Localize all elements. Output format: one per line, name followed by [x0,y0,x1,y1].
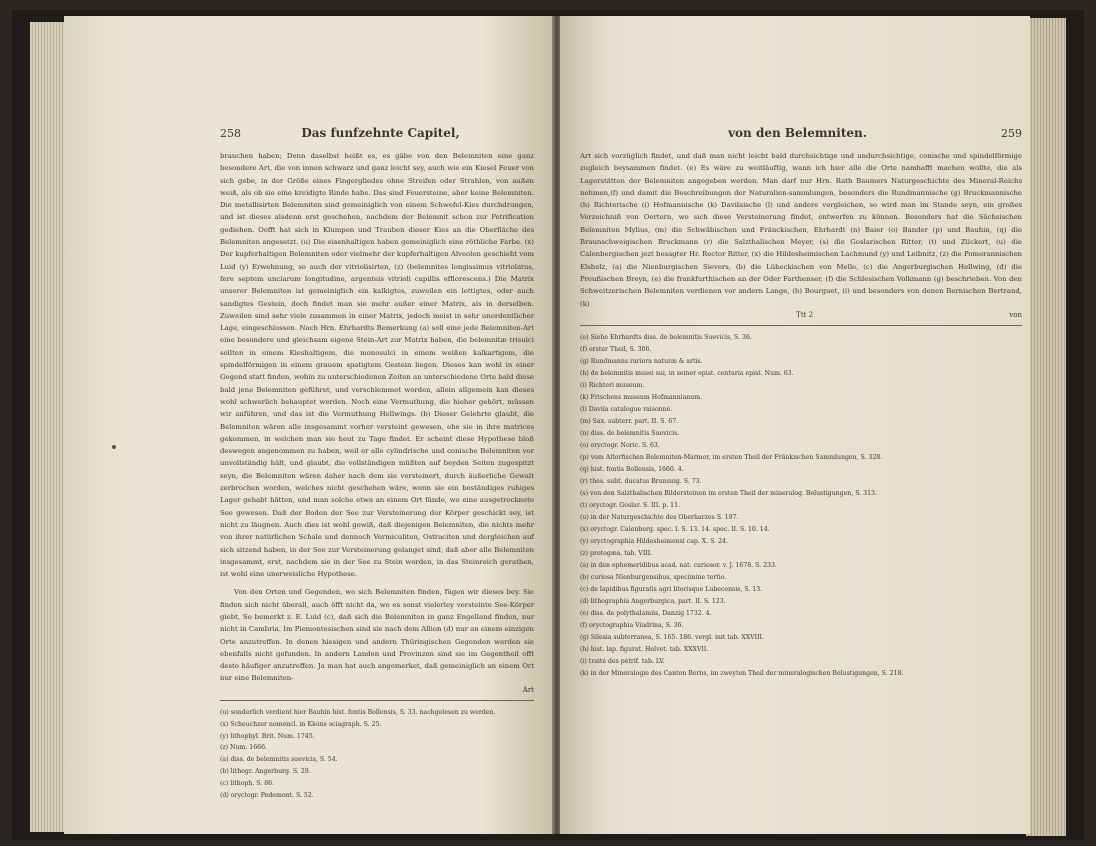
footnote: (b) lithogr. Angerburg. S. 29. [220,768,311,776]
right-page-stack [1026,18,1066,836]
left-footnotes [220,707,534,802]
footnote: (z) protogæa, tab. VIII. [580,549,653,557]
footnote: (b) curiosa Nienburgensibus, specimine tertio. [580,573,727,581]
footnote: (p) vom Altorfischen Belemniten-Marmor, im ersten Theil der Fränkischen Sammlungen, S. 328. [580,453,883,461]
footnote: (l) Davila catalogue raisonné. [580,405,673,413]
right-running-head [580,126,1022,142]
ink-spot [112,445,116,449]
left-footnote-rule [220,700,534,701]
right-page [560,16,1030,834]
footnote: (k) Frischens museum Hofmannianum. [580,393,703,401]
right-footnote-rule [580,325,1022,326]
right-running-title: von den Belemniten. [728,126,867,140]
footnote: (i) traité des pétrif. tab. LV. [580,657,665,665]
footnote: (k) in der Mineralogie des Canton Berns, im zweyten Theil der mineralogischen Belustigungen, S. 218. [580,669,904,677]
right-catchword: von [1009,310,1022,319]
left-paragraph-1: brauchen haben; Denn daselbst heißt es, es gäbe von den Belemniten eine ganz besondere Art, die von innen schwarz und ganz leicht sey, auch wie ein Kiesel Feuer von sich gebe, in der Größe eines Fingergliedes ohne Streifen oder Strahlen, von außen weiß, als ob sie eine kreidigte Rinde habe. Das sind Feuersteine, aber keine Belemniten. Die metallisirten Belemniten sind gemeiniglich von einem Schwefel-Kies durchdrungen, und ist dieses alsdenn erst geschehen, nachdem der Belemnit schon zur Petrification gediehen. Oefft hat sich in Klumpen und Trauben dieser Kies an die Oberfläche des Belemniten angesetzt. (u) Die eisenhaltigen haben gemeiniglich eine röthliche Farbe. (x) Der kupferhaltigen Belemniten oder vielmehr der kupferhaltigen Alveolen geschieht vom Luid (y) Erwehnung, so auch der vitriolisirten, (z) (belemnites longissimus vitriolatus, fere septem unciarum longitudine, argenteis vitrioli capillis efflorescens.) Die Matrix unserer Belemniten ist gemeiniglich ein kalkigtes, zuweilen ein lettigtes, oder auch sandigtes Gestein, doch findet man sie mehr außer einer Matrix, als in derselben. Zuweilen sind sehr viele zusammen in einer Matrix, jedoch meist in sehr unordentlicher Lage, eingeschlossen. Nach Hrn. Ehrhardts Bemerkung (a) soll eine jede Belemniten-Art eine besondere und gleichsam eigene Stein-Art zur Matrix haben, die belemnitæ trisulci sollten in einem Kieshaltigem, die monosulci in einem weißen kalkartigem, die spindelförmigen in einem grauem spatigtem Gestein liegen. Dieses kan wohl in einer Gegend statt finden, wohin zu unterschiedenen Zeiten an unterschiedene Orte bald diese bald jene Belemniten geführet, und verschlemmet worden, allein allgemein kan dieses wohl schwerlich behauptet werden. Noch eine Vermuthung, die hieher gehört, müssen wir anführen, und das ist die Vermuthung Hellwings. (b) Dieser Gelehrte glaubt, die Belemniten wären alle insgesammt vorher versteint gewesen, ehe sie in ihre matrices gekommen, in welchen man sie heut zu Tage findet. Er scheint diese Hypothese bloß deswegen angenommen zu haben, weil er alle cylindrische und conische Belemniten vor unvollständig hält, und glaubt, die vollständigen müßten auf beyden Seiten zugespitzt seyn, die Belemniten wären daher nach dem sie versteinert, durch äußerliche Gewalt zerbrochen worden, welches nicht geschehen wäre, wenn sie ein beständiges ruhiges Lager gehabt hätten, und man solche etwa an einem Ort fände, wo eine ausgetrocknete See gewesen. Daß der Boden der See zur Versteinerung der Körper geschickt sey, ist nicht zu läugnen. Auch dies ist wohl gewiß, daß diejenigen Belemniten, die nichts mehr von ihrer natürlichen Schale und dennoch Vermiculiten, Ostraciten und dergleichen auf sich sitzend haben, in der See zur Versteinerung gelanget sind, daß aber alle Belemniten insgesammt, erst, nachdem sie in der See zu Stein worden, in das Steinreich gerathen, ist wohl eine unerweisliche Hypothese. [220,152,534,579]
footnote: (o) oryctogr. Noric. S. 63. [580,441,660,449]
left-running-title: Das funfzehnte Capitel, [301,126,460,140]
footnote: (a) in den ephemeridibus acad. nat. curiosor. v. J. 1678. S. 233. [580,561,777,569]
footnote: (h) de belemnitis musei sui, in seiner epist. centuria epist. Num. 63. [580,369,794,377]
signature-mark: Ttt 2 [796,310,814,319]
footnote: (g) Rundmanns rariora naturæ & artis. [580,357,703,365]
right-signature-line [580,310,1022,320]
footnote: (g) Silesia subterranea, S. 165. 186. vergl. mit tab. XXVIII. [580,633,764,641]
footnote: (y) lithophyl. Brit. Num. 1745. [220,732,315,740]
footnote: (n) diss. de belemnitis Suevicis. [580,429,680,437]
footnote: (h) hist. lap. figurat. Helvet. tab. XXXVII. [580,645,709,653]
footnote: (u) in der Naturgeschichte des Oberharzes S. 197. [580,513,739,521]
left-page [64,16,554,834]
footnote: (d) oryctogr. Pedemont. S. 52. [220,792,314,800]
footnote: (y) oryctographia Hildesheimensi cap. X. S. 24. [580,537,728,545]
footnote: (m) Sax. subterr. part. II. S. 67. [580,417,679,425]
left-paragraph-2: Von den Orten und Gegenden, wo sich Belemniten finden, fügen wir dieses bey. Sie finden sich nicht überall, auch öfft nicht da, wo es sonst vielerley versteinte See-Körper giebt, So bemerkt z. E. Luid (c), daß sich die Belemniten in ganz Engelland finden, nur nicht in Cambria. Im Piemontesischen sind sie nach dem Allion (d) nur an einem einzigen Orte anzutreffen. In denen hiesigen und andern Thüringischen Gegenden werden sie ebenfalls nicht gefunden. In andern Landen und Provinzen sind sie im Gegentheil offt desto häufiger anzutreffen. Ja man hat auch angemerket, daß gemeiniglich an einem Ort nur eine Belemniten- [220,588,534,683]
footnote: (i) Richteri museum. [580,381,645,389]
footnote: (e) diss. de polythalamiis, Danzig 1732. 4. [580,609,712,617]
footnote: (c) de lapidibus figuratis agri litorisque Lubecensis, S. 13. [580,585,763,593]
footnote: (s) von den Salzthalischen Bildersteinen im ersten Theil der mineralog. Belustigungen, S. 313. [580,489,877,497]
right-paragraph-1: Art sich vorzüglich findet, und daß man nicht leicht bald durchsichtige und undurchsichtige, conische und spindelförmige zugleich beysammen findet. (e) Es wäre zu weitläuftig, wann ich hier alle die Orte namhafft machen wollte, die als Lagerstätten der Belemniten angegeben werden. Man darf nur Hrn. Rath Baumers Naturgeschichte des Mineral-Reichs nehmen,(f) und damit die Beschreibungen der Naturalien-sammlungen, besonders die Rundmannische (g) Bruckmannische (h) Richterische (i) Hofmannische (k) Davilaische (l) und andere vergleichen, so wird man im Stande seyn, ein großes Verzeichniß von Oertern, wo sich diese Versteinerung findet, entwerfen zu können. Besonders hat die Sächsischen Belemniten Mylius, (m) die Schwäbischen und Fränckischen, Ehrhardt (n) Baier (o) Bander (p) und Bauhin, (q) die Braunschweigischen Bruckmann (r) die Salzthalischen Meyer, (s) die Goslarischen Ritter, (t) und Zückert, (u) die Calenbergischen jezt besagter Hr. Rector Ritter, (x) die Hildesheimischen Lachmund (y) und Leibnitz, (z) die Pomerannischen Elsholz, (a) die Nienburgischen Sievers, (b) die Lübeckischen von Melle, (c) die Angerburgischen Hellwing, (d) die Preußischen Breyn, (e) die frankfurthischen an der Oder Farthenser, (f) die Schlesischen Volkmann (g) beschrieben. Von den Schweitzerischen Belemniten verdienen vor andern Lange, (h) Bourguet, (i) und besonders von denen Bernischen Bertrand, (k) [580,152,1022,308]
footnote: (q) hist. fontis Bollensis, 1660. 4. [580,465,684,473]
left-running-head [220,126,534,142]
footnote: (u) sonderlich verdient hier Bauhin hist. fontis Bollensis, S. 33. nachgelesen zu werden. [220,708,496,716]
footnote: (e) Siehe Ehrhardts diss. de belemnitis Suevicis, S. 36. [580,333,752,341]
footnote: (f) oryctographia Viadrina, S. 36. [580,621,684,629]
right-page-number: 259 [1001,127,1022,140]
footnote: (a) diss. de belemnitis suevicis, S. 54. [220,756,338,764]
left-page-number: 258 [220,127,241,140]
footnote: (r) thes. subt. ducatus Brunsuig. S. 73. [580,477,702,485]
footnote: (x) oryctogr. Calenberg. spec. I. S. 13. 14. spec. II. S. 10. 14. [580,525,770,533]
footnote: (t) oryctogr. Goslar. S. III. p. 11. [580,501,680,509]
footnote: (d) lithographia Angerburgica, part. II. S. 123. [580,597,726,605]
footnote: (c) lithoph. S. 86. [220,780,275,788]
left-catchword: Art [522,685,534,694]
right-footnotes [580,332,1022,680]
open-book [12,10,1084,840]
footnote: (x) Scheuchzer nomencl. in Kleins sciagraph. S. 25. [220,720,382,728]
footnote: (f) erster Theil, S. 306. [580,345,652,353]
footnote: (z) Num. 1666. [220,744,267,752]
